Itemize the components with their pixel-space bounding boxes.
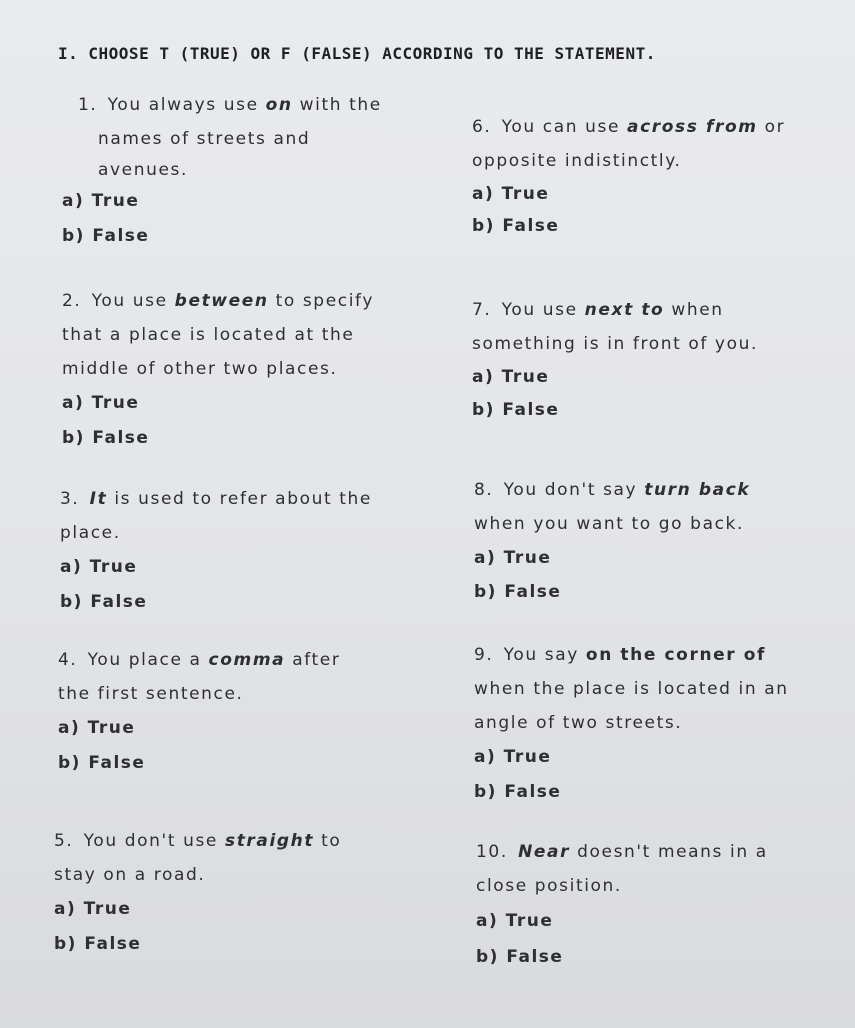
option-a[interactable]: a) True [54, 899, 132, 919]
question-number: 10. [476, 842, 508, 862]
keyword: Near [518, 842, 571, 862]
question-text: to specify [268, 291, 374, 311]
question-2 [62, 284, 374, 456]
option-a[interactable]: a) True [474, 548, 552, 568]
option-a[interactable]: a) True [60, 557, 138, 577]
keyword: straight [224, 831, 315, 851]
option-b[interactable]: b) False [62, 428, 150, 448]
question-text: that a place is located at the [62, 325, 355, 345]
question-text: close position. [476, 876, 622, 896]
keyword: It [89, 489, 108, 509]
option-a[interactable]: a) True [472, 184, 550, 204]
question-number: 6. [472, 117, 492, 137]
keyword: across from [627, 117, 758, 137]
question-text: stay on a road. [54, 865, 206, 885]
option-a[interactable]: a) True [58, 718, 136, 738]
question-text: names of streets and [98, 129, 311, 149]
option-a[interactable]: a) True [62, 393, 140, 413]
keyword: next to [584, 300, 665, 320]
question-text: You can use [501, 117, 628, 137]
option-b[interactable]: b) False [62, 226, 150, 246]
question-6 [472, 110, 785, 243]
question-4 [58, 643, 340, 781]
question-10 [476, 835, 768, 975]
question-text: after [285, 650, 341, 670]
question-7 [472, 293, 758, 427]
question-text: or [757, 117, 786, 137]
option-b[interactable]: b) False [476, 947, 564, 967]
question-text: You don't use [83, 831, 225, 851]
question-number: 1. [78, 95, 98, 115]
question-text: when you want to go back. [474, 514, 744, 534]
question-text: with the [292, 95, 382, 115]
question-text: to [314, 831, 342, 851]
keyword: on the corner of [585, 645, 767, 665]
question-text: You use [91, 291, 175, 311]
question-number: 5. [54, 831, 74, 851]
option-a[interactable]: a) True [474, 747, 552, 767]
question-text: middle of other two places. [62, 359, 338, 379]
question-number: 9. [474, 645, 494, 665]
question-text: You say [503, 645, 586, 665]
keyword: turn back [644, 480, 751, 500]
question-3 [60, 482, 372, 620]
question-text: something is in front of you. [472, 334, 758, 354]
question-text: when the place is located in an [474, 679, 789, 699]
keyword: comma [208, 650, 286, 670]
question-text: You always use [107, 95, 266, 115]
keyword: on [265, 95, 293, 115]
option-a[interactable]: a) True [472, 367, 550, 387]
keyword: between [174, 291, 269, 311]
question-text: You use [501, 300, 585, 320]
option-a[interactable]: a) True [476, 911, 554, 931]
question-text: is used to refer about the [107, 489, 372, 509]
question-5 [54, 824, 341, 962]
question-text: You place a [87, 650, 209, 670]
question-1 [62, 88, 382, 254]
question-number: 3. [60, 489, 80, 509]
option-b[interactable]: b) False [472, 400, 560, 420]
question-text: doesn't means in a [570, 842, 768, 862]
question-9 [474, 638, 789, 810]
option-b[interactable]: b) False [60, 592, 148, 612]
option-b[interactable]: b) False [474, 782, 562, 802]
question-number: 4. [58, 650, 78, 670]
question-text: avenues. [98, 160, 189, 180]
question-number: 2. [62, 291, 82, 311]
question-number: 8. [474, 480, 494, 500]
question-8 [474, 473, 750, 609]
worksheet-heading: I. CHOOSE T (TRUE) OR F (FALSE) ACCORDING TO THE STATEMENT. [58, 44, 656, 63]
option-b[interactable]: b) False [54, 934, 142, 954]
option-b[interactable]: b) False [472, 216, 560, 236]
question-text: You don't say [503, 480, 645, 500]
question-text: when [664, 300, 724, 320]
question-text: the first sentence. [58, 684, 244, 704]
question-number: 7. [472, 300, 492, 320]
option-b[interactable]: b) False [474, 582, 562, 602]
option-b[interactable]: b) False [58, 753, 146, 773]
question-text: angle of two streets. [474, 713, 683, 733]
option-a[interactable]: a) True [62, 191, 140, 211]
question-text: opposite indistinctly. [472, 151, 682, 171]
question-text: place. [60, 523, 121, 543]
